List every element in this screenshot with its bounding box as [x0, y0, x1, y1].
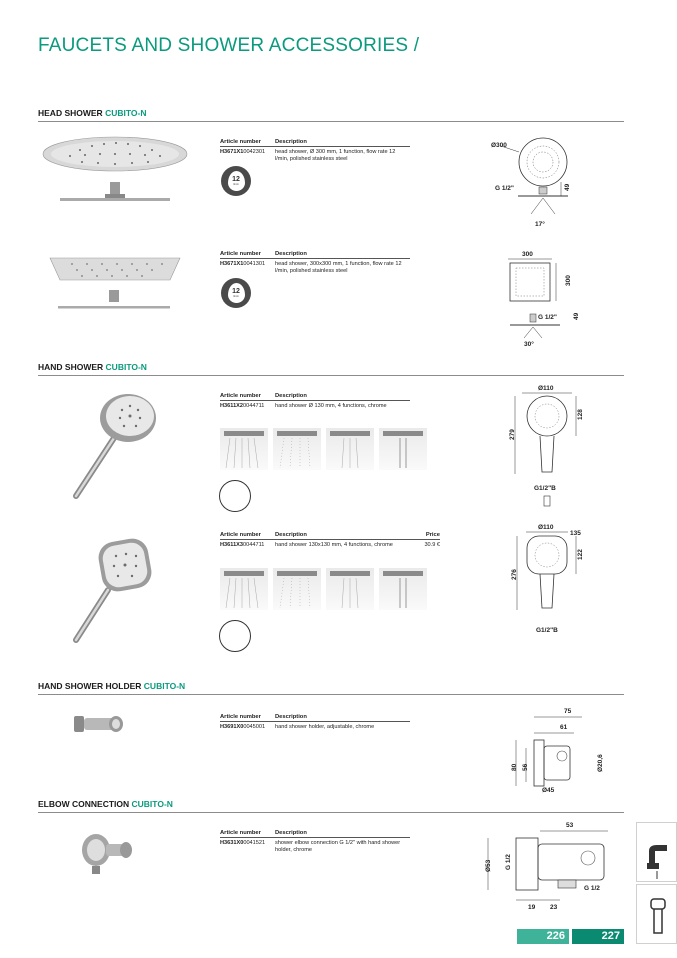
svg-text:279: 279 [509, 429, 516, 440]
round-hand-shower-image [62, 386, 162, 504]
side-tab-accessory[interactable] [636, 884, 677, 944]
article-number: H3671X10042301 [220, 148, 266, 155]
shower-holder-icon [637, 885, 677, 945]
article-number: H3691X00045001 [220, 723, 266, 730]
product-description: hand shower Ø 130 mm, 4 functions, chrome [275, 402, 387, 409]
svg-text:75: 75 [564, 708, 572, 715]
page-title: FAUCETS AND SHOWER ACCESSORIES / [38, 35, 420, 56]
svg-text:122: 122 [577, 549, 584, 560]
article-number: H3631X00041521 [220, 839, 266, 846]
svg-text:23: 23 [550, 904, 558, 911]
product-table-3: Article number Description H3611X20044711 hand shower Ø 130 mm, 4 functions, chrome [220, 393, 410, 410]
holder-image [70, 708, 130, 740]
flow-rate-badge: 12 l/min [221, 278, 251, 308]
svg-text:Ø110: Ø110 [538, 524, 554, 531]
svg-text:30°: 30° [524, 341, 534, 348]
svg-text:G1/2"B: G1/2"B [534, 485, 556, 492]
svg-text:G 1/2: G 1/2 [505, 854, 512, 870]
product-table-6: Article number Description H3631X00041521 shower elbow connection G 1/2" with hand shower holder, chrome [220, 830, 410, 855]
svg-text:G 1/2: G 1/2 [584, 885, 600, 892]
faucet-icon [637, 823, 677, 883]
section-rule [38, 121, 624, 122]
function-icon [219, 480, 251, 512]
spray-patterns [220, 568, 430, 610]
section-rule [38, 812, 624, 813]
product-description: hand shower holder, adjustable, chrome [275, 723, 375, 730]
product-table-5: Article number Description H3691X00045001 hand shower holder, adjustable, chrome [220, 714, 410, 731]
section-title-hand-shower: HAND SHOWER CUBITO-N [38, 362, 147, 372]
round-head-shower-image [40, 132, 190, 210]
svg-text:49: 49 [564, 183, 571, 191]
elbow-image [78, 828, 138, 878]
svg-text:300: 300 [522, 251, 533, 258]
page-number-right: 227 [572, 929, 624, 944]
page-number-left: 226 [517, 929, 569, 944]
svg-text:135: 135 [570, 530, 581, 537]
svg-text:17°: 17° [535, 221, 545, 228]
svg-text:300: 300 [565, 275, 572, 286]
square-hand-shower-image [68, 534, 158, 646]
product-price: 30.9 € [424, 541, 440, 548]
svg-text:53: 53 [566, 822, 574, 829]
spray-patterns [220, 428, 430, 470]
product-description: hand shower 130x130 mm, 4 functions, chrome [275, 541, 393, 548]
section-rule [38, 375, 624, 376]
svg-text:61: 61 [560, 724, 568, 731]
svg-text:G 1/2": G 1/2" [495, 185, 514, 192]
product-description: head shower, Ø 300 mm, 1 function, flow rate 12 l/min, polished stainless steel [275, 148, 396, 162]
svg-text:128: 128 [577, 409, 584, 420]
svg-text:49: 49 [573, 312, 580, 320]
product-table-2: Article number Description H3671X10041301 head shower, 300x300 mm, 1 function, flow rate 12 l/min, polished stainless steel [220, 251, 410, 276]
article-number: H3611X30044711 [220, 541, 265, 548]
round-head-shower-drawing [485, 132, 595, 232]
round-hand-shower-drawing [500, 382, 590, 512]
section-title-holder: HAND SHOWER HOLDER CUBITO-N [38, 681, 186, 691]
svg-text:19: 19 [528, 904, 536, 911]
svg-text:80: 80 [511, 763, 518, 771]
elbow-drawing [478, 818, 618, 914]
article-number: H3611X20044711 [220, 402, 265, 409]
product-table-1: Article number Description H3671X10042301 head shower, Ø 300 mm, 1 function, flow rate 12 l/min, polished stainless steel [220, 139, 410, 164]
svg-text:Ø45: Ø45 [542, 787, 555, 794]
svg-text:276: 276 [511, 569, 518, 580]
square-hand-shower-drawing [500, 520, 590, 638]
section-title-head-shower: HEAD SHOWER CUBITO-N [38, 108, 147, 118]
product-description: head shower, 300x300 mm, 1 function, flow rate 12 l/min, polished stainless steel [275, 260, 402, 274]
square-head-shower-image [42, 250, 187, 318]
svg-text:Ø53: Ø53 [485, 859, 492, 872]
function-icon [219, 620, 251, 652]
svg-text:G 1/2": G 1/2" [538, 314, 557, 321]
side-tab-faucet[interactable] [636, 822, 677, 882]
svg-text:Ø110: Ø110 [538, 385, 554, 392]
section-rule [38, 694, 624, 695]
holder-drawing [504, 704, 608, 796]
product-table-4: Article number Description Price H3611X30044711 hand shower 130x130 mm, 4 functions, chrome 30.9 € [220, 532, 440, 548]
svg-text:G1/2"B: G1/2"B [536, 627, 558, 634]
article-number: H3671X10041301 [220, 260, 266, 267]
product-description: shower elbow connection G 1/2" with hand shower holder, chrome [275, 839, 401, 853]
flow-rate-badge: 12 l/min [221, 166, 251, 196]
svg-text:Ø300: Ø300 [491, 142, 507, 149]
section-title-elbow: ELBOW CONNECTION CUBITO-N [38, 799, 173, 809]
square-head-shower-drawing [488, 246, 588, 350]
svg-text:Ø20,6: Ø20,6 [597, 754, 604, 772]
svg-text:56: 56 [522, 763, 529, 771]
